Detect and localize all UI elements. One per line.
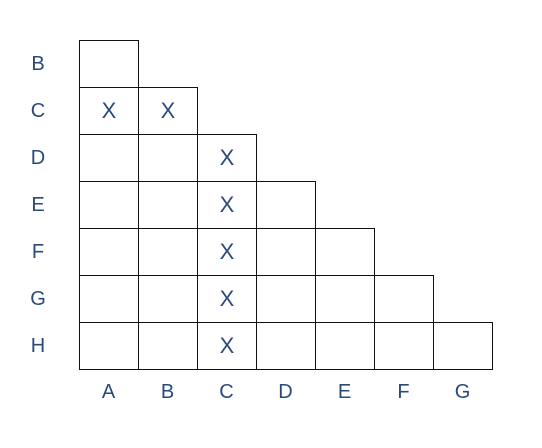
cell-h-d: [256, 322, 316, 370]
cell-d-c: X: [197, 134, 257, 182]
col-label-b: B: [160, 381, 175, 403]
col-label-e: E: [337, 381, 352, 403]
cell-h-a: [79, 322, 139, 370]
cell-f-a: [79, 228, 139, 276]
cell-h-f: [374, 322, 434, 370]
row-label-b: B: [31, 52, 45, 75]
cell-d-b: [138, 134, 198, 182]
cell-f-e: [315, 228, 375, 276]
cell-g-c: X: [197, 275, 257, 323]
col-label-a: A: [101, 381, 116, 403]
col-label-f: F: [397, 381, 410, 403]
row-label-d: D: [30, 146, 46, 169]
col-label-d: D: [278, 381, 293, 403]
cell-c-a: X: [79, 87, 139, 135]
cell-g-f: [374, 275, 434, 323]
cell-c-b: X: [138, 87, 198, 135]
row-label-e: E: [31, 193, 45, 216]
col-label-c: C: [219, 381, 234, 403]
cell-h-b: [138, 322, 198, 370]
col-label-g: G: [454, 381, 471, 403]
row-label-g: G: [30, 287, 46, 310]
cell-e-a: [79, 181, 139, 229]
row-label-c: C: [30, 99, 46, 122]
row-label-f: F: [31, 240, 45, 263]
cell-g-e: [315, 275, 375, 323]
cell-d-a: [79, 134, 139, 182]
cell-e-b: [138, 181, 198, 229]
cell-f-d: [256, 228, 316, 276]
cell-e-d: [256, 181, 316, 229]
cell-g-a: [79, 275, 139, 323]
cell-h-e: [315, 322, 375, 370]
cell-g-b: [138, 275, 198, 323]
cell-f-b: [138, 228, 198, 276]
row-label-h: H: [30, 334, 46, 357]
cell-e-c: X: [197, 181, 257, 229]
cell-b-a: [79, 40, 139, 88]
cell-f-c: X: [197, 228, 257, 276]
cell-h-c: X: [197, 322, 257, 370]
cell-h-g: [433, 322, 493, 370]
cell-g-d: [256, 275, 316, 323]
